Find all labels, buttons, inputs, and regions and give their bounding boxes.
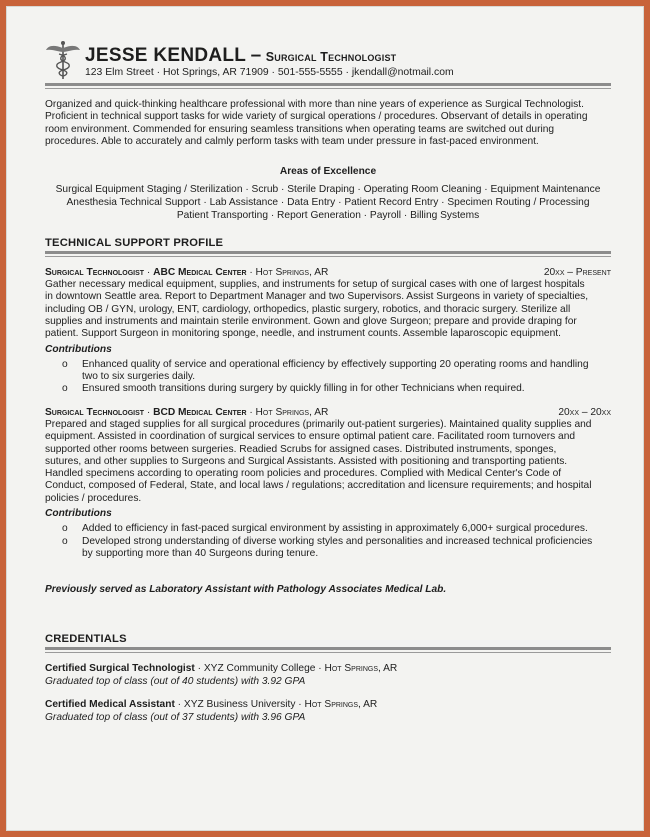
excellence-line: Patient Transporting · Report Generation · Payroll · Billing Systems — [176, 210, 480, 221]
job-description-line: Handled specimens according to operating room policies and procedures. Complied with Medical Center's Code of — [45, 468, 562, 480]
job-location: · Hot Springs, AR — [246, 267, 329, 278]
name-title-dash: – — [250, 45, 262, 66]
bullet-line: Enhanced quality of service and operational efficiency by effectively supporting 20 operating rooms and handling — [82, 359, 589, 370]
section-rule — [45, 251, 611, 254]
bullet-marker: o — [62, 383, 68, 394]
credential-note: Graduated top of class (out of 37 students) with 3.96 GPA — [45, 712, 306, 723]
bullet-line: by supporting more than 40 Surgeons during tenure. — [82, 548, 319, 560]
contributions-heading: Contributions — [45, 344, 112, 355]
credential-line — [45, 699, 377, 710]
job-description-line: Prepared and staged supplies for all surgical procedures (primarily out-patient surgeries). Maintained quality supplies and — [45, 419, 592, 430]
job-employer: ABC Medical Center — [153, 267, 247, 278]
candidate-title: Surgical Technologist — [265, 50, 397, 64]
job-employer: BCD Medical Center — [153, 407, 247, 418]
job-description-line: patient. Support Surgeon in monitoring sponge, needle, and instrument counts. Assemble laparoscopic equipment. — [45, 328, 561, 340]
header-rule — [45, 83, 611, 86]
job-description-line: supported other rooms between surgeries. Readied Scrubs for assigned cases. Distributed instruments, sponges, — [45, 443, 557, 455]
excellence-list — [45, 183, 611, 222]
credential-location: Hot Springs, AR — [304, 699, 378, 710]
job-description — [45, 419, 611, 505]
summary-line: Organized and quick-thinking healthcare professional with more than nine years of experience as Surgical Technologist. — [45, 99, 584, 110]
credential-location: Hot Springs, AR — [324, 663, 398, 674]
job-heading — [45, 407, 611, 418]
header-name-line — [85, 45, 396, 67]
job-description-line: equipment. Assisted in coordination of surgical services to ensure optimal patient care. Facilitated room turnovers and — [45, 431, 576, 443]
bullet-marker: o — [62, 359, 68, 370]
job-location: · Hot Springs, AR — [246, 407, 329, 418]
contribution-bullet — [62, 523, 609, 535]
bullet-marker: o — [62, 523, 68, 534]
contribution-bullet — [62, 383, 609, 395]
resume-page — [6, 6, 644, 831]
section-rule — [45, 647, 611, 650]
contact-info: 123 Elm Street · Hot Springs, AR 71909 · 501-555-5555 · jkendall@notmail.com — [85, 67, 454, 78]
excellence-line: Anesthesia Technical Support · Lab Assistance · Data Entry · Patient Record Entry · Specimen Routing / Processing — [66, 197, 590, 208]
contribution-bullet — [62, 536, 609, 561]
bullet-line: Developed strong understanding of diverse working styles and personalities and increased technical proficiencies — [82, 536, 593, 547]
job-description — [45, 279, 611, 340]
candidate-name: JESSE KENDALL — [85, 45, 247, 66]
credential-line — [45, 663, 397, 674]
summary-paragraph — [45, 99, 611, 148]
bullet-line: Added to efficiency in fast-paced surgical environment by assisting in approximately 6,000+ surgical procedures. — [82, 523, 588, 534]
excellence-heading: Areas of Excellence — [279, 166, 377, 177]
credential-note: Graduated top of class (out of 40 students) with 3.92 GPA — [45, 676, 306, 687]
section-rule-thin — [45, 256, 611, 257]
job-description-line: in downtown Seattle area. Report to Department Manager and two Supervisors. Assist Surgeons in variety of specialties, — [45, 291, 589, 303]
section-heading-credentials: CREDENTIALS — [45, 633, 127, 645]
job-dates: 20xx – Present — [543, 267, 611, 278]
credential-title: Certified Surgical Technologist — [45, 663, 195, 674]
section-rule-thin — [45, 652, 611, 653]
previous-experience-note: Previously served as Laboratory Assistant with Pathology Associates Medical Lab. — [45, 584, 447, 595]
job-role: Surgical Technologist — [45, 407, 145, 418]
job-separator: · — [144, 407, 154, 418]
job-description-line: sutures, and other supplies to Surgeons and Surgical Assistants. Assisted with positioning and transporting patients. — [45, 455, 568, 467]
bullet-line: Ensured smooth transitions during surgery by quickly filling in for other Technicians when required. — [82, 383, 525, 394]
job-role: Surgical Technologist — [45, 267, 145, 278]
contribution-bullet — [62, 359, 609, 384]
contributions-heading: Contributions — [45, 508, 112, 519]
bullet-line: two to six surgeries daily. — [82, 371, 196, 383]
job-description-line: supplies and instruments and maintain sterile environment. Gown and glove Surgeon; prepare and provide draping for — [45, 315, 577, 327]
header-rule-thin — [45, 88, 611, 89]
job-separator: · — [144, 267, 154, 278]
job-description-line: Gather necessary medical equipment, supplies, and instruments for setup of surgical cases with one of largest hospitals — [45, 279, 585, 290]
credential-title: Certified Medical Assistant — [45, 699, 175, 710]
job-dates: 20xx – 20xx — [558, 407, 611, 418]
caduceus-icon — [45, 40, 81, 80]
credential-school: · XYZ Community College · — [194, 663, 325, 674]
credential-school: · XYZ Business University · — [174, 699, 305, 710]
section-heading-profile: TECHNICAL SUPPORT PROFILE — [45, 237, 224, 249]
excellence-line: Surgical Equipment Staging / Sterilization · Scrub · Sterile Draping · Operating Room Cleaning · Equipment Maintenance — [55, 184, 601, 195]
job-heading — [45, 267, 611, 278]
bullet-marker: o — [62, 536, 68, 547]
summary-line: procedures. Able to accurately and calmly perform tasks with team under pressure in fast-paced environment. — [45, 135, 539, 147]
summary-line: Proficient in technical support tasks for wide variety of surgical operations / procedures. Observant of details in operating — [45, 111, 588, 123]
job-description-line: Conduct, composed of Federal, State, and local laws / regulations; accreditation and licensure requirements; and hospital — [45, 480, 592, 492]
job-description-line: including OB / GYN, urology, ENT, cardiology, orthopedics, plastic surgery, robotics, and thoracic surgery. Sterilize all — [45, 303, 571, 315]
job-description-line: policies / procedures. — [45, 492, 142, 504]
summary-line: room environment. Commended for ensuring seamless transitions when operating teams are switched out during — [45, 123, 555, 135]
